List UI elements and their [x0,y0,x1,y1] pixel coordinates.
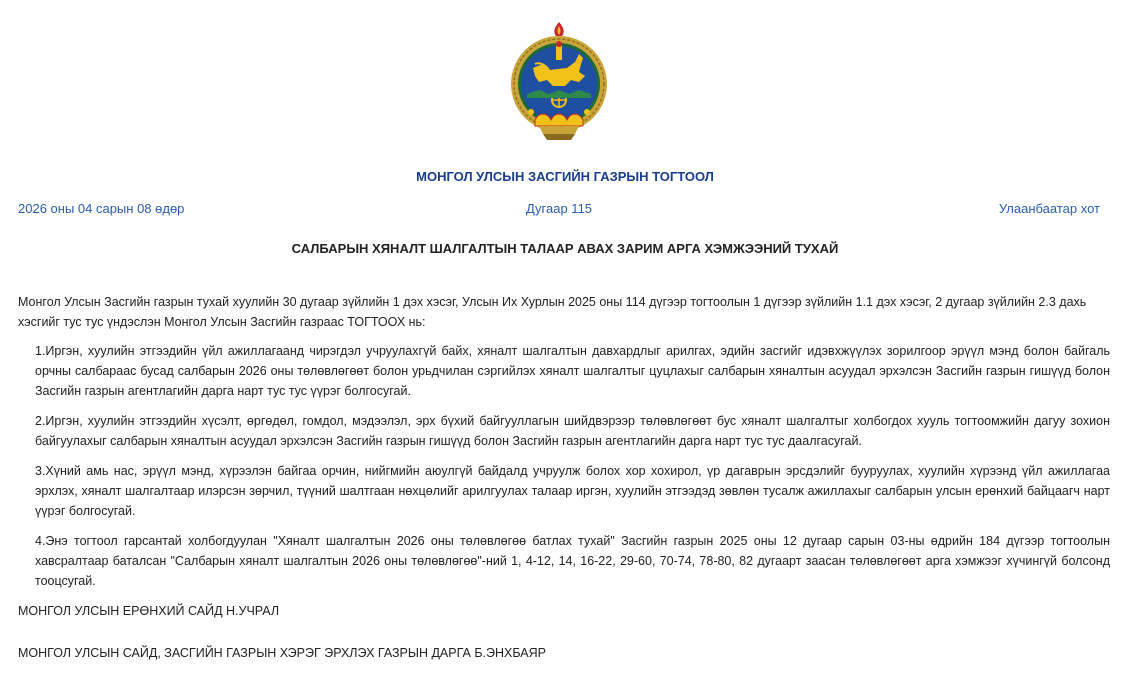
signature-cabinet-secretary: МОНГОЛ УЛСЫН САЙД, ЗАСГИЙН ГАЗРЫН ХЭРЭГ ЭРХЛЭХ ГАЗРЫН ДАРГА Б.ЭНХБАЯР [18,646,547,660]
resolution-item-2: 2.Иргэн, хуулийн этгээдийн хүсэлт, өргөдөл, гомдол, мэдээлэл, эрх бүхий байгууллагын шийдвэрээр төлөвлөгөөт бус хяналт шалгалтыг холбогдох хууль тогтоомжийн дагуу зохион байгуулахыг салбарын хяналтын асуудал эрхэлсэн Засгийн газрын гишүүд болон Засгийн газрын агентлагийн дарга нарт тус тус даалгасугай. [35,414,1110,448]
document-subject: САЛБАРЫН ХЯНАЛТ ШАЛГАЛТЫН ТАЛААР АВАХ ЗАРИМ АРГА ХЭМЖЭЭНИЙ ТУХАЙ [291,241,839,256]
document-number: Дугаар 115 [525,201,593,216]
state-emblem-icon [509,20,609,148]
resolution-item-4: 4.Энэ тогтоол гарсантай холбогдуулан "Хяналт шалгалтын 2026 оны төлөвлөгөө батлах тухай" Засгийн газрын 2025 оны 12 дугаар сарын 03-ны өдрийн 184 дүгээр тогтоолын хавсралтаар баталсан "Салбарын хяналт шалгалтын 2026 оны төлөвлөгөө"-ний 1, 4-12, 14, 16-22, 29-60, 70-74, 78-80, 82 дугаарт заасан төлөвлөгөөт арга хэмжээг хүчингүй болсонд тооцсугай. [35,534,1110,588]
document-title: МОНГОЛ УЛСЫН ЗАСГИЙН ГАЗРЫН ТОГТООЛ [416,169,714,184]
signature-prime-minister: МОНГОЛ УЛСЫН ЕРӨНХИЙ САЙД Н.УЧРАЛ [18,604,280,618]
document-date: 2026 оны 04 сарын 08 өдөр [18,201,185,216]
resolution-item-1: 1.Иргэн, хуулийн этгээдийн үйл ажиллагаанд чирэгдэл учруулахгүй байх, хяналт шалгалтын давхардлыг арилгах, эдийн засгийг идэвхжүүлэх зорилгоор эрүүл мэнд болон байгаль орчны салбараас бусад салбарын 2026 оны төлөвлөгөөт болон урьдчилан сэргийлэх хяналт шалгалтыг цуцлахыг салбарын хяналтын асуудал эрхэлсэн Засгийн газрын гишүүд болон Засгийн газрын агентлагийн дарга нарт тус тус үүрэг болгосугай. [35,344,1110,398]
resolution-item-3: 3.Хүний амь нас, эрүүл мэнд, хүрээлэн байгаа орчин, нийгмийн аюулгүй байдалд учруулж болох хор хохирол, үр дагаврын эрсдэлийг бууруулах, хуулийн хүрээнд үйл ажиллагаа эрхлэх, хяналт шалгалтаар илэрсэн зөрчил, түүний шалтгаан нөхцөлийг арилгуулах талаар иргэн, хуулийн этгээдэд зөвлөн тусалж ажиллахыг салбарын улсын ерөнхий байцаагч нарт үүрэг болгосугай. [35,464,1110,518]
intro-paragraph: Монгол Улсын Засгийн газрын тухай хуулийн 30 дугаар зүйлийн 1 дэх хэсэг, Улсын Их Хурлын 2025 оны 114 дүгээр тогтоолын 1 дүгээр зүйлийн 1.1 дэх хэсэг, 2 дугаар зүйлийн 2.3 дахь хэсгийг тус тус үндэслэн Монгол Улсын Засгийн газраас ТОГТООХ нь: [18,295,1087,329]
document-place: Улаанбаатар хот [998,201,1100,216]
